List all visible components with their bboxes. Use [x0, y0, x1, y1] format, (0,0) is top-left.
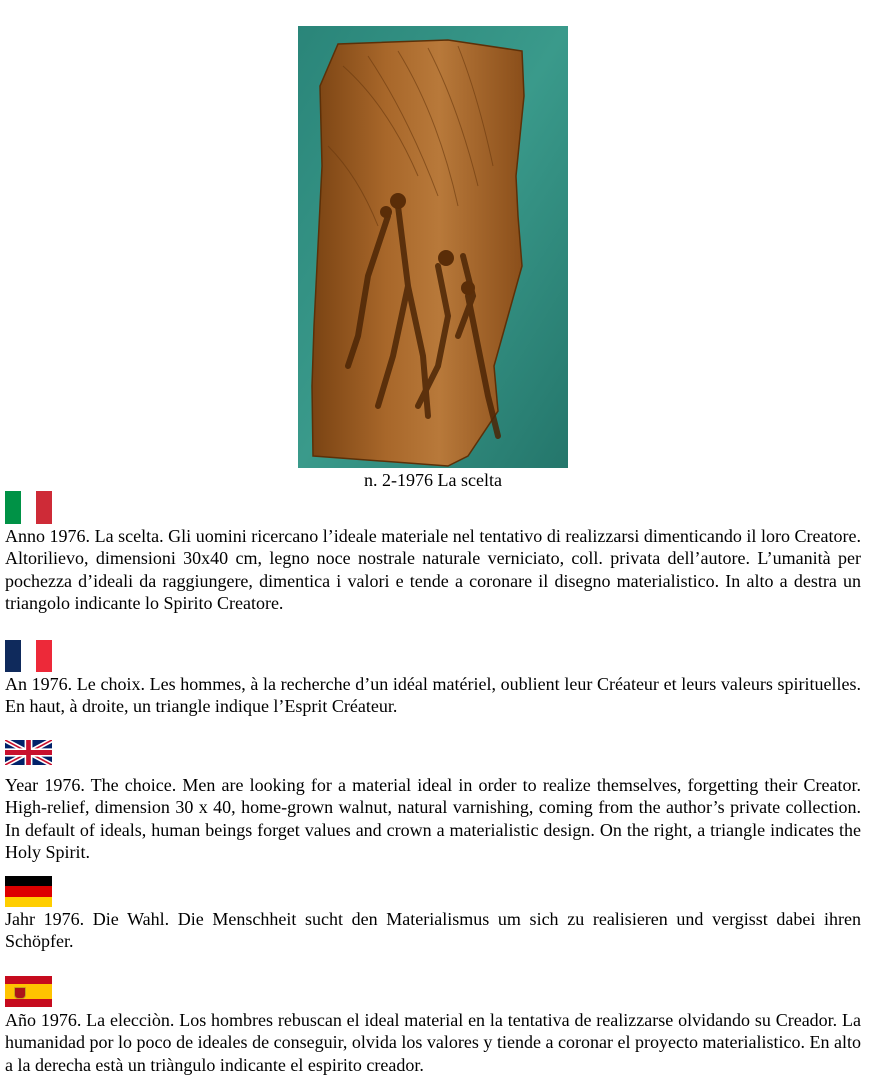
spanish-description: Año 1976. La elecciòn. Los hombres rebuscan el ideal material en la tentativa de realizzarse olvidando su Creador. La humanidad por lo poco de ideales de conseguir, olvida los valores y tiende a coronar el proyecto materialistico. En alto a la derecha està un triàngulo indicante el espirito creador. — [5, 1010, 861, 1075]
spain-flag-icon — [5, 976, 52, 1007]
germany-flag-icon — [5, 876, 52, 907]
figure-caption: n. 2-1976 La scelta — [364, 470, 502, 490]
french-description: An 1976. Le choix. Les hommes, à la recherche d’un idéal matériel, oublient leur Créateur et leurs valeurs spirituelles. En haut, à droite, un triangle indique l’Esprit Créateur. — [5, 674, 861, 717]
italian-description: Anno 1976. La scelta. Gli uomini ricercano l’ideale materiale nel tentativo di realizzarsi dimenticando il loro Creatore. Altorilievo, dimensioni 30x40 cm, legno noce nostrale naturale verniciato, coll. privata dell’autore. L’umanità per pochezza d’ideali da raggiungere, dimentica i valori e tende a coronare il disegno materialistico. In alto a destra un triangolo indicante lo Spirito Creatore. — [5, 526, 861, 614]
english-description: Year 1976. The choice. Men are looking for a material ideal in order to realize themselves, forgetting their Creator. High-relief, dimension 30 x 40, home-grown walnut, natural varnishing, coming from the author’s private collection. In default of ideals, human beings forget values and crown a materialistic design. On the right, a triangle indicates the Holy Spirit. — [5, 775, 861, 863]
italy-flag-icon — [5, 491, 52, 524]
uk-flag-icon — [5, 740, 52, 765]
france-flag-icon — [5, 640, 52, 672]
sculpture-photo — [298, 26, 568, 468]
walnut-relief-image — [298, 26, 568, 468]
spain-coat-of-arms-icon — [14, 987, 26, 999]
german-description: Jahr 1976. Die Wahl. Die Menschheit sucht den Materialismus um sich zu realisieren und vergisst dabei ihren Schöpfer. — [5, 909, 861, 952]
